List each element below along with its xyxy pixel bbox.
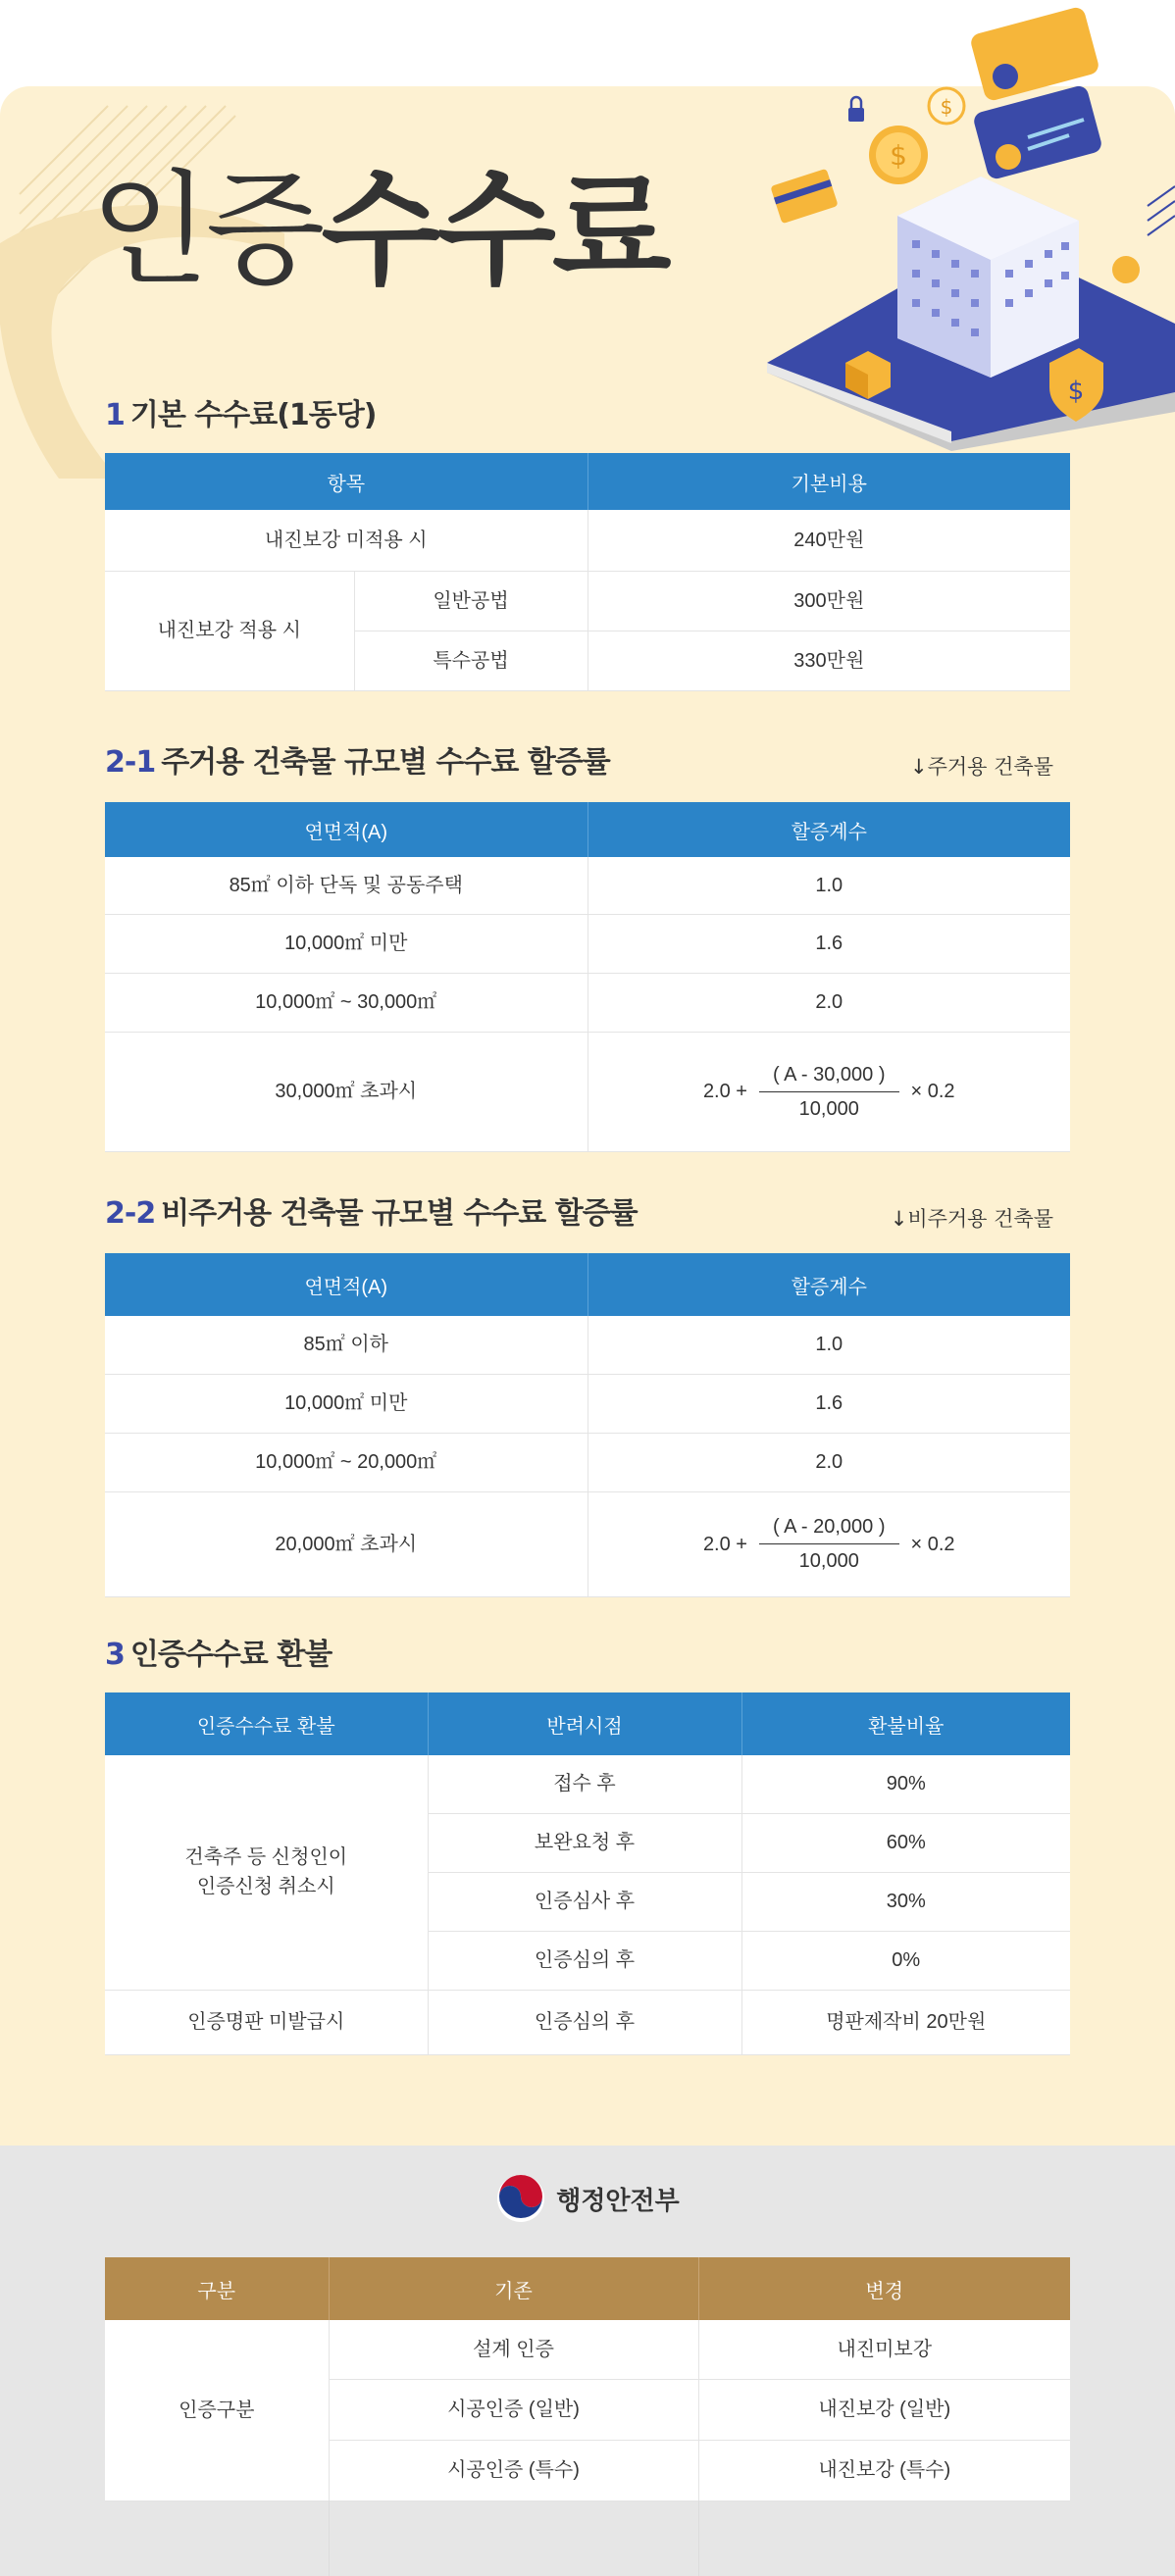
formula-cell [588,1032,1070,1151]
table-header: 연면적(A) [105,802,588,857]
table-cell: 10,000㎡ ~ 20,000㎡ [105,1433,588,1491]
section22-note: ↓비주거용 건축물 [890,1207,1053,1231]
section21-title: 2-1 주거용 건축물 규모별 수수료 할증률 [105,745,610,780]
table-row [105,1374,1070,1433]
table-cell: 인증명판 미발급시 [105,1990,428,2054]
table-cell: 30,000㎡ 초과시 [105,1032,588,1151]
column-divider [329,2500,330,2576]
table-cell: 1.0 [588,857,1070,914]
table-row [105,1755,1070,1813]
table-row [105,914,1070,973]
table-cell: 일반공법 [354,571,588,631]
ministry-name: 행정안전부 [556,2186,680,2216]
formula-prefix: 2.0 + [702,1533,747,1555]
table-cell: 1.6 [588,1374,1070,1433]
surcharge-formula [703,1062,955,1122]
table-header: 변경 [698,2257,1070,2320]
section3-title: 3 인증수수료 환불 [105,1638,332,1672]
formula-numerator: ( A - 30,000 ) [759,1062,899,1092]
svg-text:$: $ [940,95,953,119]
table-row [105,973,1070,1032]
page-title: 인증수수료 [90,158,668,302]
table-row [105,1990,1070,2054]
table-cell: 10,000㎡ 미만 [105,914,588,973]
svg-text:$: $ [890,139,907,172]
formula-suffix: × 0.2 [910,1081,955,1102]
table-cell: 2.0 [588,973,1070,1032]
table-header: 환불비율 [741,1692,1070,1755]
table-cell: 접수 후 [428,1755,741,1813]
section21-note: ↓주거용 건축물 [910,755,1053,779]
table-cell: 내진보강 미적용 시 [105,510,588,571]
formula-cell [588,1491,1070,1596]
table-cell: 시공인증 (특수) [329,2440,698,2500]
table-cell: 300만원 [588,571,1070,631]
table-header: 기본비용 [588,453,1070,510]
surcharge-formula [703,1514,955,1574]
column-divider [698,2500,699,2576]
formula-denominator: 10,000 [798,1097,859,1120]
table-row [105,510,1070,571]
building-illustration [755,0,1175,461]
table-cell: 60% [741,1813,1070,1872]
formula-fraction [759,1062,899,1122]
table-cell: 10,000㎡ 미만 [105,1374,588,1433]
table-cell: 인증구분 [105,2320,329,2500]
table-cell: 85㎡ 이하 [105,1316,588,1374]
formula-fraction [759,1514,899,1574]
section1-title: 1 기본 수수료(1동당) [105,398,377,432]
table-cell: 30% [741,1872,1070,1931]
table-cell: 내진보강 적용 시 [105,571,354,690]
formula-suffix: × 0.2 [910,1533,955,1555]
table-continuation [105,2500,1070,2576]
table-row [105,2320,1070,2379]
table-cell [105,1755,428,1990]
refund-group-line2: 인증신청 취소시 [196,1876,335,1898]
table-cell: 1.0 [588,1316,1070,1374]
table-header: 할증계수 [588,802,1070,857]
table-cell: 330만원 [588,631,1070,690]
formula-prefix: 2.0 + [702,1081,747,1102]
table-cell: 인증심사 후 [428,1872,741,1931]
nonresidential-surcharge-table [105,1253,1070,1597]
formula-numerator: ( A - 20,000 ) [759,1514,899,1544]
table-cell: 명판제작비 20만원 [741,1990,1070,2054]
formula-denominator: 10,000 [798,1550,859,1572]
table-cell: 85㎡ 이하 단독 및 공동주택 [105,857,588,914]
certification-change-table [105,2257,1070,2501]
table-header: 할증계수 [588,1253,1070,1316]
basic-fee-table [105,453,1070,691]
residential-surcharge-table [105,802,1070,1152]
table-header: 연면적(A) [105,1253,588,1316]
refund-table [105,1692,1070,2055]
section22-title: 2-2 비주거용 건축물 규모별 수수료 할증률 [105,1196,638,1231]
table-cell: 설계 인증 [329,2320,698,2379]
table-row [105,571,1070,631]
table-row [105,1433,1070,1491]
table-row [105,857,1070,914]
table-cell: 인증심의 후 [428,1990,741,2054]
table-cell: 내진보강 (특수) [698,2440,1070,2500]
table-cell: 인증심의 후 [428,1931,741,1990]
table-cell: 2.0 [588,1433,1070,1491]
table-row [105,1316,1070,1374]
taegeuk-icon [495,2173,546,2224]
table-cell: 10,000㎡ ~ 30,000㎡ [105,973,588,1032]
table-row [105,1491,1070,1596]
table-header: 구분 [105,2257,329,2320]
table-header: 인증수수료 환불 [105,1692,428,1755]
table-cell: 1.6 [588,914,1070,973]
refund-group-line1: 건축주 등 신청인이 [184,1846,348,1869]
table-cell: 보완요청 후 [428,1813,741,1872]
ministry-logo [0,2169,1175,2228]
table-cell: 내진미보강 [698,2320,1070,2379]
table-header: 항목 [105,453,588,510]
table-row [105,1032,1070,1151]
table-header: 기존 [329,2257,698,2320]
svg-text:$: $ [1067,377,1085,406]
table-cell: 20,000㎡ 초과시 [105,1491,588,1596]
table-cell: 내진보강 (일반) [698,2379,1070,2440]
table-header: 반려시점 [428,1692,741,1755]
table-cell: 특수공법 [354,631,588,690]
table-cell: 240만원 [588,510,1070,571]
table-cell: 0% [741,1931,1070,1990]
table-cell: 90% [741,1755,1070,1813]
table-cell: 시공인증 (일반) [329,2379,698,2440]
